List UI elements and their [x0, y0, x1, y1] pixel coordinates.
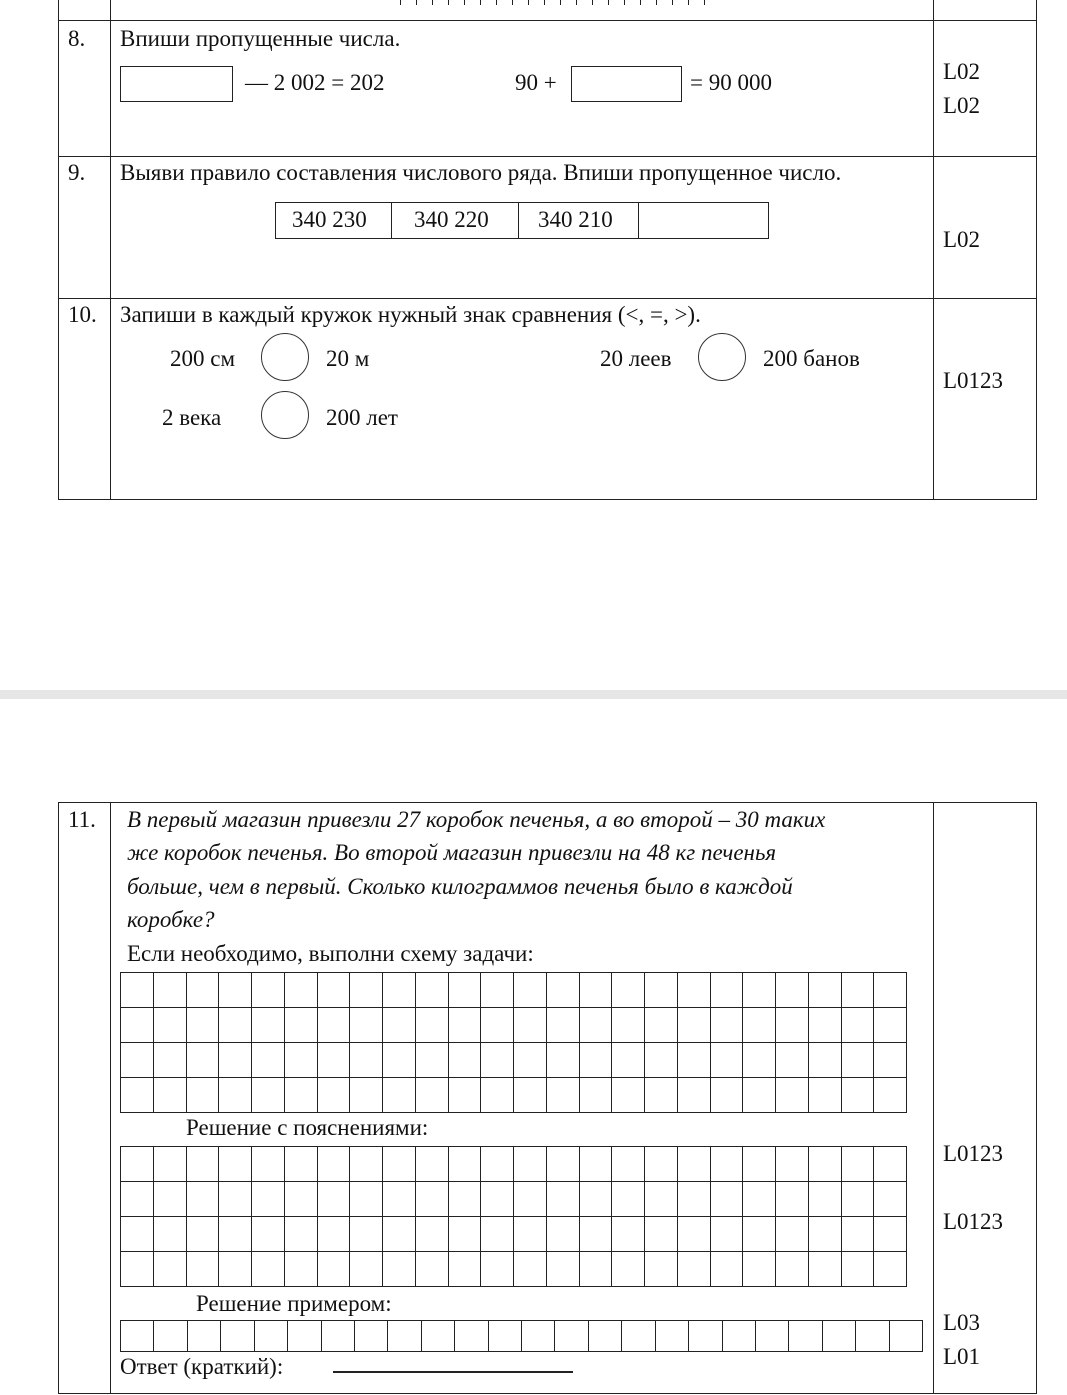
grid-cell[interactable] [776, 1217, 809, 1252]
grid-cell[interactable] [874, 1182, 907, 1217]
answer-box-1[interactable] [120, 66, 233, 102]
grid-cell[interactable] [121, 1321, 154, 1352]
grid-cell[interactable] [874, 1008, 907, 1043]
table-border [933, 0, 934, 500]
grid-cell[interactable] [547, 1147, 580, 1182]
grid-cell[interactable] [678, 1182, 711, 1217]
row-divider [58, 20, 1037, 21]
grid-cell[interactable] [154, 1321, 187, 1352]
grid-cell[interactable] [481, 1217, 514, 1252]
grid-cell[interactable] [481, 1252, 514, 1287]
grid-cell[interactable] [776, 1043, 809, 1078]
grid-cell[interactable] [809, 1147, 842, 1182]
task-title: Запиши в каждый кружок нужный знак сравнения (<, =, >). [120, 302, 701, 327]
grid-cell[interactable] [776, 1252, 809, 1287]
grid-cell[interactable] [580, 1078, 613, 1113]
grid-cell[interactable] [547, 1217, 580, 1252]
grid-cell[interactable] [449, 973, 482, 1008]
grid-cell[interactable] [154, 1078, 187, 1113]
grid-cell[interactable] [383, 1147, 416, 1182]
grid-cell[interactable] [645, 1078, 678, 1113]
grid-cell[interactable] [514, 1182, 547, 1217]
grid-cell[interactable] [842, 973, 875, 1008]
grid-cell[interactable] [842, 1217, 875, 1252]
task-number: 8. [68, 26, 86, 51]
grid-cell[interactable] [449, 1252, 482, 1287]
grid-cell[interactable] [154, 1147, 187, 1182]
grid-cell[interactable] [350, 1078, 383, 1113]
grid-cell[interactable] [842, 1043, 875, 1078]
grid-cell[interactable] [514, 1147, 547, 1182]
grid-cell[interactable] [842, 1252, 875, 1287]
code: L03 [943, 1310, 981, 1335]
grid-cell[interactable] [842, 1008, 875, 1043]
grid-cell[interactable] [154, 1252, 187, 1287]
grid-cell[interactable] [580, 1182, 613, 1217]
grid-cell[interactable] [612, 1008, 645, 1043]
grid-cell[interactable] [318, 1008, 351, 1043]
grid-cell[interactable] [522, 1321, 555, 1352]
grid-cell[interactable] [743, 1147, 776, 1182]
grid-cell[interactable] [645, 973, 678, 1008]
grid-cell[interactable] [416, 1043, 449, 1078]
grid-cell[interactable] [678, 1252, 711, 1287]
grid-cell[interactable] [580, 1252, 613, 1287]
series-item: 340 210 [538, 207, 613, 232]
problem-line: В первый магазин привезли 27 коробок печенья, а во второй – 30 таких [127, 807, 826, 832]
compare-left: 2 века [162, 405, 222, 430]
series-divider [391, 202, 392, 239]
grid-cell[interactable] [322, 1321, 355, 1352]
table-border [110, 0, 111, 500]
grid-cell[interactable] [743, 1217, 776, 1252]
table-border [1036, 0, 1037, 500]
solution-label: Решение с пояснениями: [186, 1115, 429, 1140]
grid-cell[interactable] [416, 1182, 449, 1217]
grid-cell[interactable] [383, 1008, 416, 1043]
compare-circle[interactable] [698, 333, 746, 381]
scheme-label: Если необходимо, выполни схему задачи: [127, 941, 534, 966]
equation-1: — 2 002 = 202 [245, 70, 385, 95]
grid-cell[interactable] [388, 1321, 421, 1352]
grid-cell[interactable] [350, 1147, 383, 1182]
grid-cell[interactable] [255, 1321, 288, 1352]
grid-cell[interactable] [645, 1147, 678, 1182]
grid-cell[interactable] [874, 973, 907, 1008]
equation-2-right: = 90 000 [690, 70, 772, 95]
grid-cell[interactable] [350, 1008, 383, 1043]
grid-cell[interactable] [809, 1252, 842, 1287]
grid-cell[interactable] [187, 1147, 220, 1182]
grid-cell[interactable] [219, 1182, 252, 1217]
code: L02 [943, 93, 981, 118]
grid-cell[interactable] [580, 1008, 613, 1043]
grid-cell[interactable] [874, 1043, 907, 1078]
grid-cell[interactable] [723, 1321, 756, 1352]
grid-cell[interactable] [449, 1008, 482, 1043]
grid-cell[interactable] [416, 1252, 449, 1287]
grid-cell[interactable] [678, 1008, 711, 1043]
grid-cell[interactable] [318, 973, 351, 1008]
grid-cell[interactable] [221, 1321, 254, 1352]
grid-cell[interactable] [154, 1182, 187, 1217]
grid-cell[interactable] [121, 1252, 154, 1287]
grid-cell[interactable] [481, 973, 514, 1008]
grid-cell[interactable] [874, 1147, 907, 1182]
grid-cell[interactable] [121, 1217, 154, 1252]
grid-cell[interactable] [612, 1147, 645, 1182]
grid-cell[interactable] [449, 1043, 482, 1078]
row-divider [58, 499, 1037, 500]
task-number: 11. [68, 807, 96, 832]
grid-cell[interactable] [252, 1217, 285, 1252]
code: L01 [943, 1344, 981, 1369]
code: L0123 [943, 368, 1004, 393]
grid-cell[interactable] [689, 1321, 722, 1352]
grid-cell[interactable] [776, 1182, 809, 1217]
grid-cell[interactable] [514, 973, 547, 1008]
grid-cell[interactable] [285, 1182, 318, 1217]
grid-cell[interactable] [449, 1147, 482, 1182]
grid-cell[interactable] [743, 1043, 776, 1078]
grid-cell[interactable] [711, 1078, 744, 1113]
grid-cell[interactable] [252, 973, 285, 1008]
grid-cell[interactable] [580, 1147, 613, 1182]
grid-cell[interactable] [842, 1182, 875, 1217]
table-border [110, 802, 111, 1394]
grid-cell[interactable] [842, 1147, 875, 1182]
grid-cell[interactable] [678, 1043, 711, 1078]
answer-box-2[interactable] [571, 66, 682, 102]
grid-cell[interactable] [318, 1182, 351, 1217]
grid-cell[interactable] [481, 1043, 514, 1078]
grid-cell[interactable] [252, 1008, 285, 1043]
grid-cell[interactable] [350, 1217, 383, 1252]
grid-cell[interactable] [416, 1078, 449, 1113]
grid-cell[interactable] [711, 1217, 744, 1252]
grid-cell[interactable] [547, 1182, 580, 1217]
grid-cell[interactable] [514, 1078, 547, 1113]
grid-cell[interactable] [422, 1321, 455, 1352]
grid-cell[interactable] [612, 973, 645, 1008]
grid-cell[interactable] [481, 1182, 514, 1217]
task-title: Выяви правило составления числового ряда. Впиши пропущенное число. [120, 160, 842, 185]
grid-cell[interactable] [416, 1217, 449, 1252]
grid-cell[interactable] [809, 1182, 842, 1217]
code: L02 [943, 59, 981, 84]
grid-cell[interactable] [154, 1008, 187, 1043]
grid-cell[interactable] [547, 1008, 580, 1043]
grid-cell[interactable] [711, 1147, 744, 1182]
grid-cell[interactable] [288, 1321, 321, 1352]
grid-cell[interactable] [449, 1078, 482, 1113]
compare-left: 200 см [170, 346, 236, 371]
problem-line: коробке? [127, 907, 215, 932]
grid-cell[interactable] [154, 1043, 187, 1078]
grid-cell[interactable] [219, 1252, 252, 1287]
code: L02 [943, 227, 981, 252]
grid-cell[interactable] [187, 1217, 220, 1252]
grid-cell[interactable] [678, 973, 711, 1008]
grid-cell[interactable] [711, 1252, 744, 1287]
grid-cell[interactable] [187, 1008, 220, 1043]
grid-cell[interactable] [449, 1217, 482, 1252]
grid-cell[interactable] [383, 1182, 416, 1217]
grid-cell[interactable] [645, 1008, 678, 1043]
grid-cell[interactable] [355, 1321, 388, 1352]
grid-cell[interactable] [154, 1217, 187, 1252]
answer-line[interactable] [333, 1371, 573, 1373]
table-border [58, 0, 59, 500]
row-divider [58, 298, 1037, 299]
grid-cell[interactable] [743, 1182, 776, 1217]
grid-cell[interactable] [416, 1147, 449, 1182]
problem-line: больше, чем в первый. Сколько килограммов печенья было в каждой [127, 874, 793, 899]
grid-cell[interactable] [219, 1043, 252, 1078]
task-number: 10. [68, 302, 97, 327]
grid-cell[interactable] [547, 1252, 580, 1287]
grid-cell[interactable] [756, 1321, 789, 1352]
grid-cell[interactable] [252, 1147, 285, 1182]
grid-cell[interactable] [678, 1078, 711, 1113]
grid-cell[interactable] [383, 1043, 416, 1078]
series-item: 340 220 [414, 207, 489, 232]
grid-cell[interactable] [383, 973, 416, 1008]
grid-cell[interactable] [383, 1217, 416, 1252]
task-title: Впиши пропущенные числа. [120, 26, 401, 51]
solution-grid[interactable] [120, 1146, 907, 1287]
grid-cell[interactable] [612, 1217, 645, 1252]
grid-cell[interactable] [489, 1321, 522, 1352]
grid-cell[interactable] [645, 1182, 678, 1217]
grid-cell[interactable] [612, 1043, 645, 1078]
grid-cell[interactable] [514, 1008, 547, 1043]
grid-cell[interactable] [547, 1043, 580, 1078]
grid-cell[interactable] [514, 1043, 547, 1078]
grid-cell[interactable] [219, 1078, 252, 1113]
grid-cell[interactable] [121, 1008, 154, 1043]
missing-number-input[interactable] [640, 204, 766, 237]
page-separator [0, 690, 1067, 699]
row-divider [58, 156, 1037, 157]
grid-cell[interactable] [285, 1043, 318, 1078]
grid-cell[interactable] [318, 1147, 351, 1182]
grid-cell[interactable] [622, 1321, 655, 1352]
grid-cell[interactable] [711, 973, 744, 1008]
grid-cell[interactable] [350, 1252, 383, 1287]
table-border [933, 802, 934, 1394]
grid-cell[interactable] [252, 1078, 285, 1113]
grid-cell[interactable] [121, 1182, 154, 1217]
compare-left: 20 леев [600, 346, 672, 371]
grid-cell[interactable] [711, 1043, 744, 1078]
grid-cell[interactable] [350, 973, 383, 1008]
grid-cell[interactable] [481, 1147, 514, 1182]
grid-cell[interactable] [285, 1008, 318, 1043]
grid-cell[interactable] [809, 1078, 842, 1113]
grid-cell[interactable] [219, 1217, 252, 1252]
grid-cell[interactable] [645, 1217, 678, 1252]
grid-cell[interactable] [285, 1147, 318, 1182]
grid-cell[interactable] [842, 1078, 875, 1113]
grid-cell[interactable] [874, 1078, 907, 1113]
grid-cell[interactable] [318, 1217, 351, 1252]
compare-circle[interactable] [261, 391, 309, 439]
grid-cell[interactable] [350, 1182, 383, 1217]
grid-cell[interactable] [743, 973, 776, 1008]
grid-cell[interactable] [776, 1008, 809, 1043]
grid-cell[interactable] [678, 1217, 711, 1252]
grid-cell[interactable] [121, 973, 154, 1008]
equation-2-left: 90 + [515, 70, 557, 95]
previous-grid-fragment [400, 0, 720, 5]
grid-cell[interactable] [580, 973, 613, 1008]
grid-cell[interactable] [285, 1217, 318, 1252]
grid-cell[interactable] [187, 1182, 220, 1217]
grid-cell[interactable] [823, 1321, 856, 1352]
grid-cell[interactable] [121, 1043, 154, 1078]
grid-cell[interactable] [285, 1252, 318, 1287]
grid-cell[interactable] [383, 1252, 416, 1287]
grid-cell[interactable] [318, 1043, 351, 1078]
compare-right: 20 м [326, 346, 370, 371]
grid-cell[interactable] [776, 973, 809, 1008]
grid-cell[interactable] [711, 1182, 744, 1217]
grid-cell[interactable] [514, 1217, 547, 1252]
grid-cell[interactable] [776, 1078, 809, 1113]
example-label: Решение примером: [196, 1291, 392, 1316]
grid-cell[interactable] [187, 1252, 220, 1287]
grid-cell[interactable] [743, 1252, 776, 1287]
grid-cell[interactable] [856, 1321, 889, 1352]
grid-cell[interactable] [188, 1321, 221, 1352]
problem-line: же коробок печенья. Во второй магазин привезли на 48 кг печенья [127, 840, 777, 865]
series-divider [518, 202, 519, 239]
grid-cell[interactable] [318, 1252, 351, 1287]
compare-circle[interactable] [261, 333, 309, 381]
grid-cell[interactable] [455, 1321, 488, 1352]
grid-cell[interactable] [285, 1078, 318, 1113]
grid-cell[interactable] [154, 973, 187, 1008]
grid-cell[interactable] [809, 1217, 842, 1252]
grid-cell[interactable] [285, 973, 318, 1008]
task-number: 9. [68, 160, 86, 185]
grid-cell[interactable] [547, 1078, 580, 1113]
grid-cell[interactable] [645, 1252, 678, 1287]
grid-cell[interactable] [121, 1147, 154, 1182]
grid-cell[interactable] [789, 1321, 822, 1352]
grid-cell[interactable] [416, 973, 449, 1008]
grid-cell[interactable] [743, 1008, 776, 1043]
series-item: 340 230 [292, 207, 367, 232]
grid-cell[interactable] [187, 973, 220, 1008]
grid-cell[interactable] [318, 1078, 351, 1113]
grid-cell[interactable] [219, 973, 252, 1008]
grid-cell[interactable] [555, 1321, 588, 1352]
grid-cell[interactable] [383, 1078, 416, 1113]
grid-cell[interactable] [711, 1008, 744, 1043]
scheme-grid[interactable] [120, 972, 907, 1113]
grid-cell[interactable] [121, 1078, 154, 1113]
grid-cell[interactable] [874, 1217, 907, 1252]
grid-cell[interactable] [678, 1147, 711, 1182]
compare-right: 200 лет [326, 405, 398, 430]
grid-cell[interactable] [890, 1321, 923, 1352]
code: L0123 [943, 1209, 1004, 1234]
grid-cell[interactable] [589, 1321, 622, 1352]
grid-cell[interactable] [547, 973, 580, 1008]
grid-cell[interactable] [219, 1008, 252, 1043]
series-divider [638, 202, 639, 239]
grid-cell[interactable] [481, 1008, 514, 1043]
grid-cell[interactable] [350, 1043, 383, 1078]
grid-cell[interactable] [252, 1252, 285, 1287]
grid-cell[interactable] [514, 1252, 547, 1287]
code: L0123 [943, 1141, 1004, 1166]
grid-cell[interactable] [219, 1147, 252, 1182]
grid-cell[interactable] [612, 1252, 645, 1287]
grid-cell[interactable] [612, 1078, 645, 1113]
grid-cell[interactable] [416, 1008, 449, 1043]
grid-cell[interactable] [809, 1043, 842, 1078]
grid-cell[interactable] [187, 1078, 220, 1113]
compare-right: 200 банов [763, 346, 860, 371]
grid-cell[interactable] [809, 973, 842, 1008]
grid-cell[interactable] [252, 1043, 285, 1078]
answer-label: Ответ (краткий): [120, 1354, 284, 1379]
grid-cell[interactable] [187, 1043, 220, 1078]
grid-cell[interactable] [874, 1252, 907, 1287]
grid-cell[interactable] [449, 1182, 482, 1217]
grid-cell[interactable] [656, 1321, 689, 1352]
grid-cell[interactable] [612, 1182, 645, 1217]
grid-cell[interactable] [645, 1043, 678, 1078]
grid-cell[interactable] [743, 1078, 776, 1113]
grid-cell[interactable] [809, 1008, 842, 1043]
grid-cell[interactable] [580, 1043, 613, 1078]
grid-cell[interactable] [481, 1078, 514, 1113]
grid-cell[interactable] [252, 1182, 285, 1217]
grid-cell[interactable] [776, 1147, 809, 1182]
grid-cell[interactable] [580, 1217, 613, 1252]
example-grid[interactable] [120, 1320, 923, 1352]
